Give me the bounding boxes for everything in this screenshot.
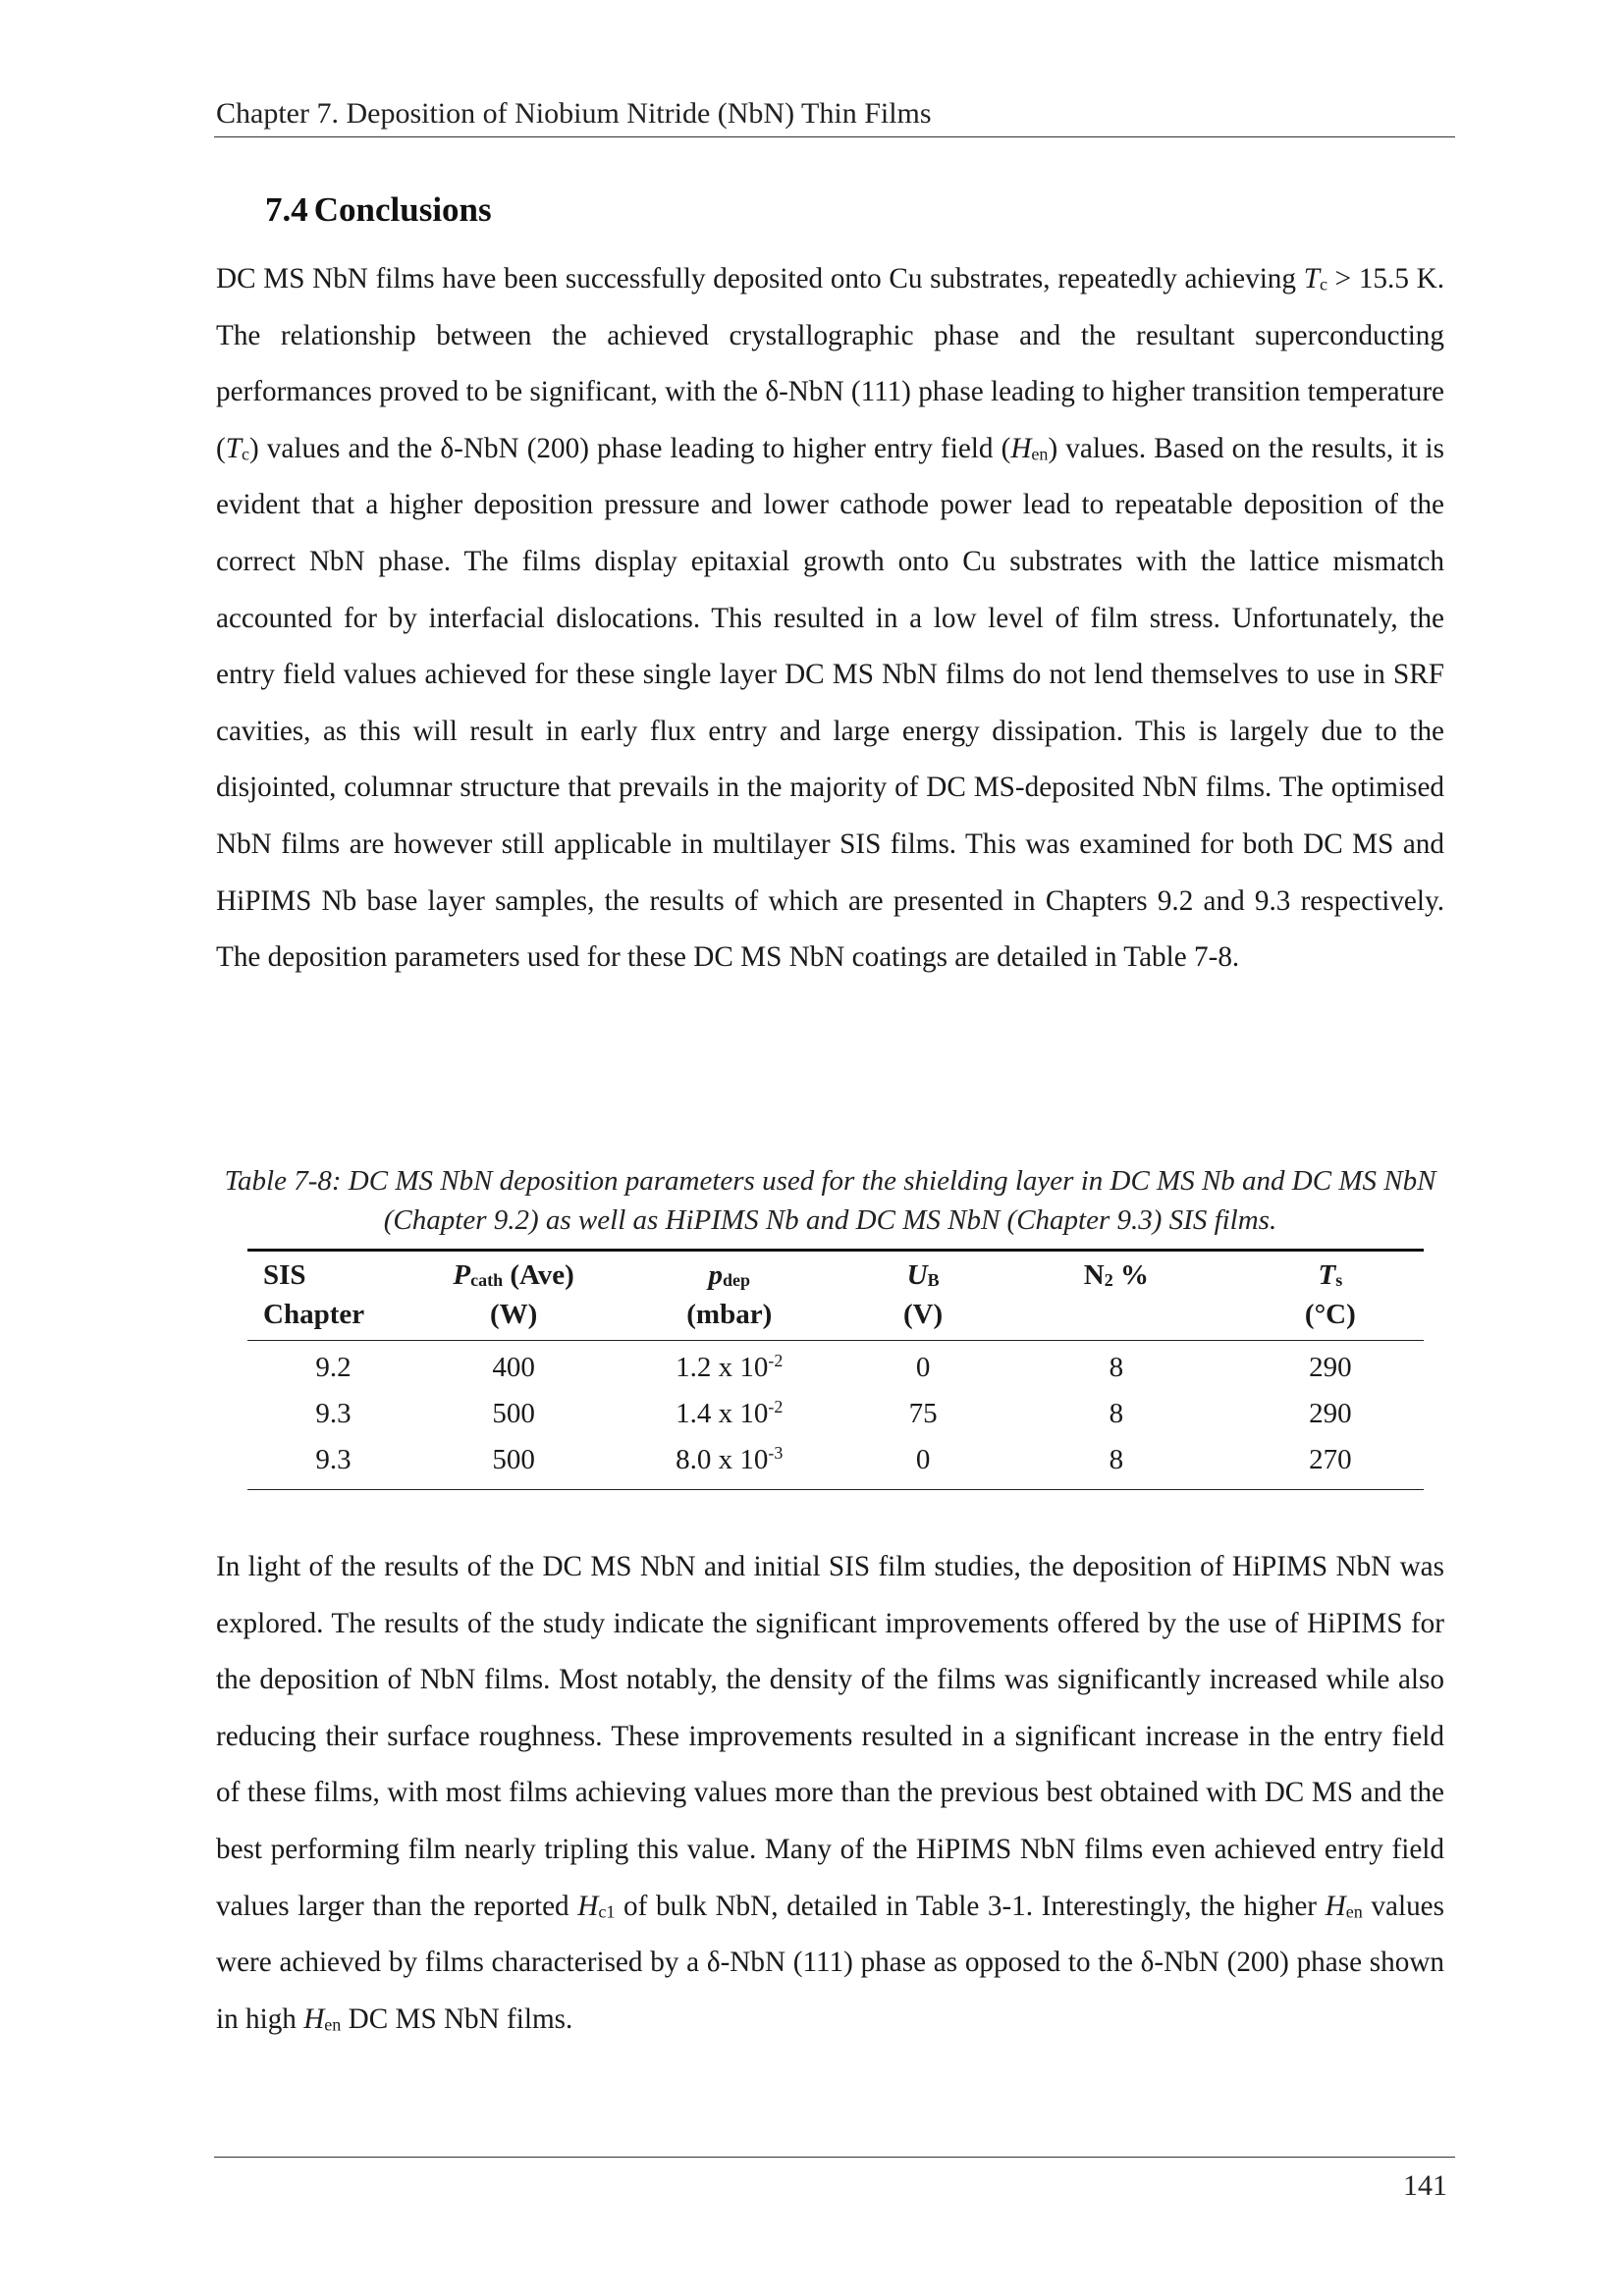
header-subscript: cath xyxy=(470,1269,504,1290)
symbol: H xyxy=(303,2002,325,2035)
subscript: c1 xyxy=(598,1901,616,1922)
cell-pressure: 1.4 x $10^{-2}$ xyxy=(676,1397,784,1429)
table-units-row xyxy=(247,1295,1424,1341)
table-row xyxy=(247,1437,1424,1490)
symbol: H xyxy=(1325,1890,1346,1922)
unit-mbar: (mbar) xyxy=(608,1295,850,1341)
text-run: DC MS NbN films have been successfully deposited onto Cu substrates, repeatedly achieving xyxy=(216,263,1304,294)
cell-pressure: 8.0 x $10^{-3}$ xyxy=(608,1437,850,1490)
subscript: c xyxy=(1319,274,1327,294)
page-number: 141 xyxy=(1403,2169,1447,2202)
symbol: T xyxy=(1303,263,1320,294)
table-header-row xyxy=(247,1251,1424,1296)
header-substrate-temperature xyxy=(1237,1251,1424,1296)
header-subscript: 2 xyxy=(1104,1269,1113,1290)
header-bias-voltage xyxy=(850,1251,996,1296)
unit-volts: (V) xyxy=(850,1295,996,1341)
unit-watts: (W) xyxy=(419,1295,608,1341)
cell-temperature: 290 xyxy=(1309,1352,1352,1383)
cell-n2: 8 xyxy=(1109,1352,1124,1383)
deposition-parameters-table xyxy=(247,1249,1424,1490)
text-run: ) values. Based on the results, it is evident that a higher deposition pressure and lower cathode power lead to repeatable deposition of the correct NbN phase. The films display epitaxial growth onto Cu substrates with the lattice mismatch accounted for by interfacial dislocations. This resulted in a low level of film stress. Unfortunately, the entry field values achieved for these single layer DC MS NbN films do not lend themselves to use in SRF cavities, as this will result in early flux entry and large energy dissipation. This is largely due to the disjointed, columnar structure that prevails in the majority of DC MS-deposited NbN films. The optimised NbN films are however still applicable in multilayer SIS films. This was examined for both DC MS and HiPIMS Nb base layer samples, the results of which are presented in Chapters 9.2 and 9.3 respectively. The deposition parameters used for these DC MS NbN coatings are detailed in Table 7-8. xyxy=(216,432,1444,974)
header-symbol: SIS xyxy=(263,1259,306,1291)
footer-divider xyxy=(214,2157,1455,2158)
text-run: values were achieved by films characterised by a δ-NbN (111) phase as opposed to the δ-NbN (200) phase shown in high xyxy=(216,1890,1444,2035)
cell-chapter: 9.3 xyxy=(315,1398,352,1429)
header-suffix: % xyxy=(1112,1259,1149,1291)
header-symbol: N xyxy=(1083,1259,1105,1291)
symbol: H xyxy=(577,1890,599,1922)
section-number: 7.4 xyxy=(265,190,308,229)
header-subscript: s xyxy=(1335,1269,1343,1290)
unit-chapter: Chapter xyxy=(247,1295,419,1341)
header-nitrogen-percent xyxy=(996,1251,1237,1296)
header-symbol: p xyxy=(708,1259,724,1291)
text-run: DC MS NbN films. xyxy=(341,2002,573,2035)
cell-power: 500 xyxy=(492,1398,535,1429)
cell-n2: 8 xyxy=(1109,1398,1124,1429)
text-run: of bulk NbN, detailed in Table 3-1. Interestingly, the higher xyxy=(615,1890,1326,1922)
header-suffix: (Ave) xyxy=(503,1259,574,1291)
cell-chapter: 9.2 xyxy=(315,1352,352,1383)
cell-pressure: 1.2 x $10^{-2}$ xyxy=(676,1351,784,1383)
cell-temperature: 270 xyxy=(1237,1437,1424,1490)
running-header: Chapter 7. Deposition of Niobium Nitride (NbN) Thin Films xyxy=(216,97,932,130)
pressure-exponent: -2 xyxy=(768,1351,784,1371)
text-run: In light of the results of the DC MS NbN and initial SIS film studies, the deposition of HiPIMS NbN was explored. The results of the study indicate the significant improvements offered by the use of HiPIMS for the deposition of NbN films. Most notably, the density of the films was significantly increased while also reducing their surface roughness. These improvements resulted in a significant increase in the entry field of these films, with most films achieving values more than the previous best obtained with DC MS and the best performing film nearly tripling this value. Many of the HiPIMS NbN films even achieved entry field values larger than the reported xyxy=(216,1551,1444,1922)
header-symbol: P xyxy=(453,1259,471,1291)
cell-n2: 8 xyxy=(996,1437,1237,1490)
header-sis-chapter xyxy=(247,1251,419,1296)
subscript: en xyxy=(1031,444,1049,464)
subscript: c xyxy=(241,444,249,464)
subscript: en xyxy=(324,2014,342,2035)
table-caption: Table 7-8: DC MS NbN deposition parameters used for the shielding layer in DC MS Nb and DC MS NbN (Chapter 9.2) as well as HiPIMS Nb and DC MS NbN (Chapter 9.3) SIS films. xyxy=(224,1165,1436,1236)
table-row xyxy=(247,1391,1424,1437)
unit-nitrogen xyxy=(996,1295,1237,1341)
header-cathode-power xyxy=(419,1251,608,1296)
header-deposition-pressure xyxy=(608,1251,850,1296)
cell-power: 400 xyxy=(492,1352,535,1383)
cell-power: 500 xyxy=(419,1437,608,1490)
symbol: H xyxy=(1010,432,1032,464)
header-symbol: T xyxy=(1318,1259,1336,1291)
section-title: Conclusions xyxy=(313,190,492,229)
cell-bias: 0 xyxy=(850,1437,996,1490)
section-heading xyxy=(265,188,492,232)
paragraph-conclusions-hipims xyxy=(216,1539,1444,2048)
header-subscript: B xyxy=(927,1269,940,1290)
unit-celsius: (°C) xyxy=(1237,1295,1424,1341)
header-divider xyxy=(214,136,1455,137)
text-run: > 15.5 K. The relationship between the achieved crystallographic phase and the resultant superconducting performances proved to be significant, with the δ-NbN (111) phase leading to higher transition temperature ( xyxy=(216,263,1444,464)
subscript: en xyxy=(1345,1901,1363,1922)
pressure-exponent: -2 xyxy=(768,1397,784,1417)
cell-temperature: 290 xyxy=(1309,1398,1352,1429)
header-symbol: U xyxy=(906,1259,928,1291)
text-run: ) values and the δ-NbN (200) phase leading to higher entry field ( xyxy=(249,432,1011,464)
header-subscript: dep xyxy=(723,1269,750,1290)
cell-chapter: 9.3 xyxy=(247,1437,419,1490)
table-body xyxy=(247,1341,1424,1490)
pressure-exponent: -3 xyxy=(768,1443,784,1464)
symbol: T xyxy=(225,432,242,464)
paragraph-conclusions-dcms xyxy=(216,251,1444,987)
cell-bias: 75 xyxy=(908,1398,938,1429)
cell-bias: 0 xyxy=(915,1352,931,1383)
table-row xyxy=(247,1341,1424,1392)
